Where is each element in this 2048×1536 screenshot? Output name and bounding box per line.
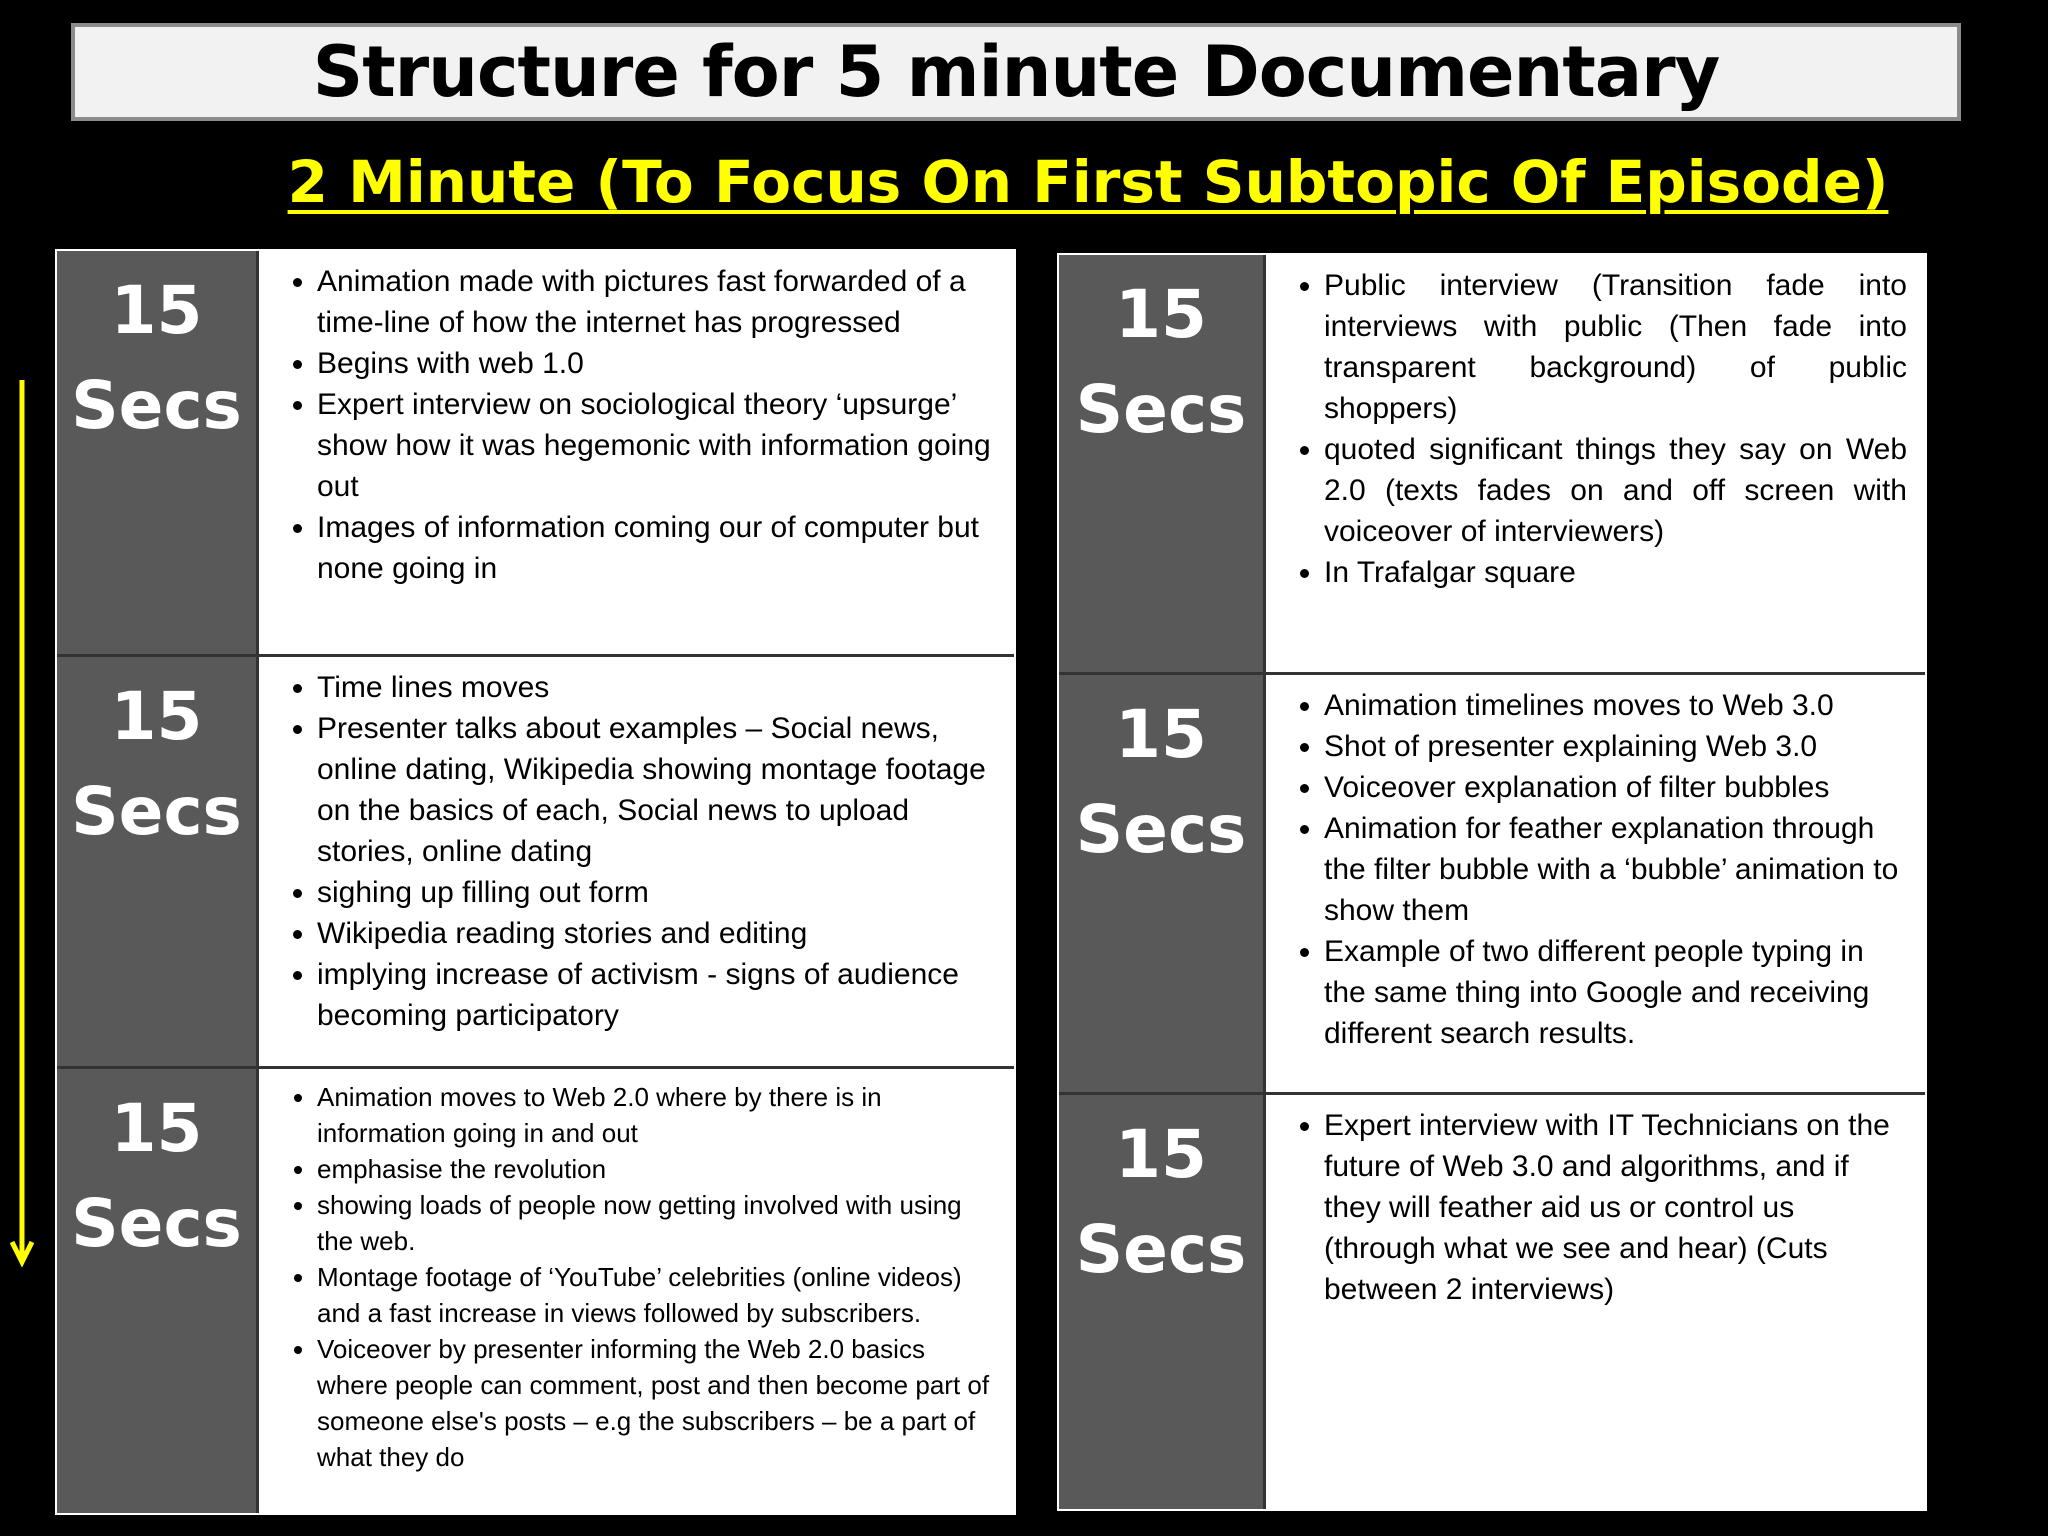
segment-bullet: • Begins with web 1.0 [317, 343, 996, 384]
segment-duration [1059, 675, 1263, 1092]
segment-duration [1059, 1095, 1263, 1509]
segment-bullet: • Voiceover by presenter informing the Web 2.0 basics where people can comment, post and then become part of someone else's posts – e.g the subscribers – be a part of what they do [317, 1331, 996, 1475]
duration-unit: Secs [71, 367, 242, 444]
segment-duration [57, 1069, 256, 1513]
segment-content [256, 657, 1014, 1066]
segment-bullet: • Wikipedia reading stories and editing [317, 913, 996, 954]
segment-bullet: • Images of information coming our of computer but none going in [317, 507, 996, 589]
segment-bullet: • Expert interview on sociological theory ‘upsurge’ show how it was hegemonic with information going out [317, 384, 996, 507]
left-schedule-table [55, 249, 1016, 1515]
right-schedule-table [1057, 253, 1927, 1511]
segment-bullet: • Public interview (Transition fade into interviews with public (Then fade into transparent background) of public shoppers) [1324, 265, 1907, 429]
segment-bullet: • quoted significant things they say on Web 2.0 (texts fades on and off screen with voiceover of interviewers) [1324, 429, 1907, 552]
segment-row [57, 1066, 1014, 1513]
segment-bullet: • Shot of presenter explaining Web 3.0 [1324, 726, 1907, 767]
segment-row [1059, 672, 1925, 1092]
segment-bullet: • Expert interview with IT Technicians on the future of Web 3.0 and algorithms, and if they will feather aid us or control us (through what we see and hear) (Cuts between 2 interviews) [1324, 1105, 1907, 1310]
segment-bullet: • Montage footage of ‘YouTube’ celebrities (online videos) and a fast increase in views followed by subscribers. [317, 1259, 996, 1331]
segment-bullet: • Animation moves to Web 2.0 where by there is in information going in and out [317, 1079, 996, 1151]
segment-bullet: • Animation made with pictures fast forwarded of a time-line of how the internet has progressed [317, 261, 996, 343]
segment-content [256, 1069, 1014, 1513]
segment-content [1263, 255, 1925, 672]
duration-number: 15 [110, 1090, 203, 1167]
duration-unit: Secs [1075, 791, 1247, 868]
segment-content [256, 251, 1014, 654]
duration-number: 15 [110, 678, 203, 755]
segment-bullet: • Animation for feather explanation through the filter bubble with a ‘bubble’ animation to show them [1324, 808, 1907, 931]
segment-bullet: • emphasise the revolution [317, 1151, 996, 1187]
timeline-arrow-down-icon [10, 380, 34, 1270]
segment-bullet: • Presenter talks about examples – Social news, online dating, Wikipedia showing montage footage on the basics of each, Social news to upload stories, online dating [317, 708, 996, 872]
duration-number: 15 [1115, 1116, 1207, 1193]
duration-number: 15 [1115, 696, 1207, 773]
segment-bullet: • In Trafalgar square [1324, 552, 1907, 593]
duration-unit: Secs [1075, 371, 1247, 448]
segment-bullet: • showing loads of people now getting involved with using the web. [317, 1187, 996, 1259]
segment-bullet: • implying increase of activism - signs of audience becoming participatory [317, 954, 996, 1036]
segment-bullet: • sighing up filling out form [317, 872, 996, 913]
duration-unit: Secs [71, 773, 242, 850]
duration-unit: Secs [1075, 1211, 1247, 1288]
segment-row [57, 654, 1014, 1066]
duration-unit: Secs [71, 1185, 242, 1262]
segment-bullet: • Example of two different people typing in the same thing into Google and receiving different search results. [1324, 931, 1907, 1054]
segment-bullet: • Time lines moves [317, 667, 996, 708]
segment-duration [1059, 255, 1263, 672]
title-box [71, 23, 1961, 121]
segment-bullet: • Voiceover explanation of filter bubbles [1324, 767, 1907, 808]
segment-duration [57, 251, 256, 654]
segment-content [1263, 1095, 1925, 1509]
section-subtitle: 2 Minute (To Focus On First Subtopic Of Episode) [287, 148, 1889, 216]
segment-row [1059, 1092, 1925, 1509]
duration-number: 15 [1115, 276, 1207, 353]
page-title: Structure for 5 minute Documentary [312, 31, 1720, 113]
segment-duration [57, 657, 256, 1066]
segment-content [1263, 675, 1925, 1092]
duration-number: 15 [110, 272, 203, 349]
segment-row [1059, 255, 1925, 672]
segment-row [57, 251, 1014, 654]
segment-bullet: • Animation timelines moves to Web 3.0 [1324, 685, 1907, 726]
